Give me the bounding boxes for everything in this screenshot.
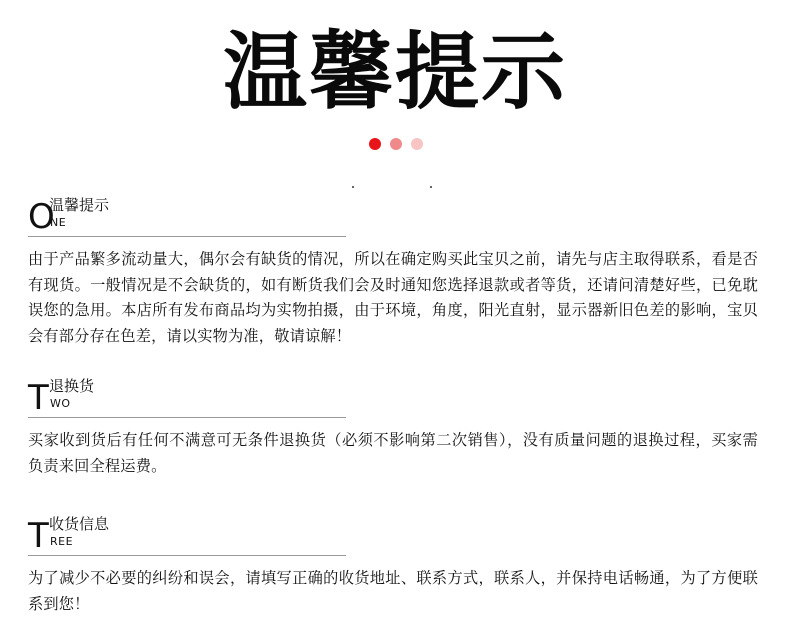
section-body: 买家收到货后有任何不满意可无条件退换货（必须不影响第二次销售），没有质量问题的退换过程，买家需负责来回全程运费。 <box>28 431 758 475</box>
section-body: 由于产品繁多流动量大，偶尔会有缺货的情况，所以在确定购买此宝贝之前，请先与店主取得联系，看是否有现货。一般情况是不会缺货的，如有断货我们会及时通知您选择退款或者等货，还请问清楚好些，已免耽误您的急用。本店所有发布商品均为实物拍摄，由于环境，角度，阳光直射，显示器新旧色差的影响，宝贝会有部分存在色差，请以实物为准，敬请谅解！ <box>28 250 758 345</box>
section-two <box>28 377 758 479</box>
section-heading <box>28 196 346 237</box>
divider-mark-left <box>352 186 354 188</box>
heading-subtitle: REE <box>50 535 74 548</box>
section-three <box>28 515 758 617</box>
page-title: 温馨提示 <box>222 23 567 121</box>
dot-1 <box>369 138 381 150</box>
heading-initial: T <box>28 378 49 418</box>
dot-2 <box>390 138 402 150</box>
dot-3 <box>411 138 423 150</box>
heading-title: 退换货 <box>49 377 95 395</box>
heading-subtitle: WO <box>50 397 71 410</box>
section-body: 为了减少不必要的纠纷和误会，请填写正确的收货地址、联系方式，联系人，并保持电话畅通，为了方便联系到您！ <box>28 569 758 613</box>
section-heading <box>28 377 346 418</box>
heading-title: 温馨提示 <box>49 196 110 214</box>
heading-subtitle: NE <box>50 216 67 229</box>
decorative-dots <box>369 138 423 150</box>
heading-title: 收货信息 <box>49 515 110 533</box>
heading-initial: T <box>28 516 49 556</box>
section-heading <box>28 515 346 556</box>
heading-initial: O <box>28 197 55 237</box>
section-one <box>28 196 758 349</box>
divider-mark-right <box>430 186 432 188</box>
